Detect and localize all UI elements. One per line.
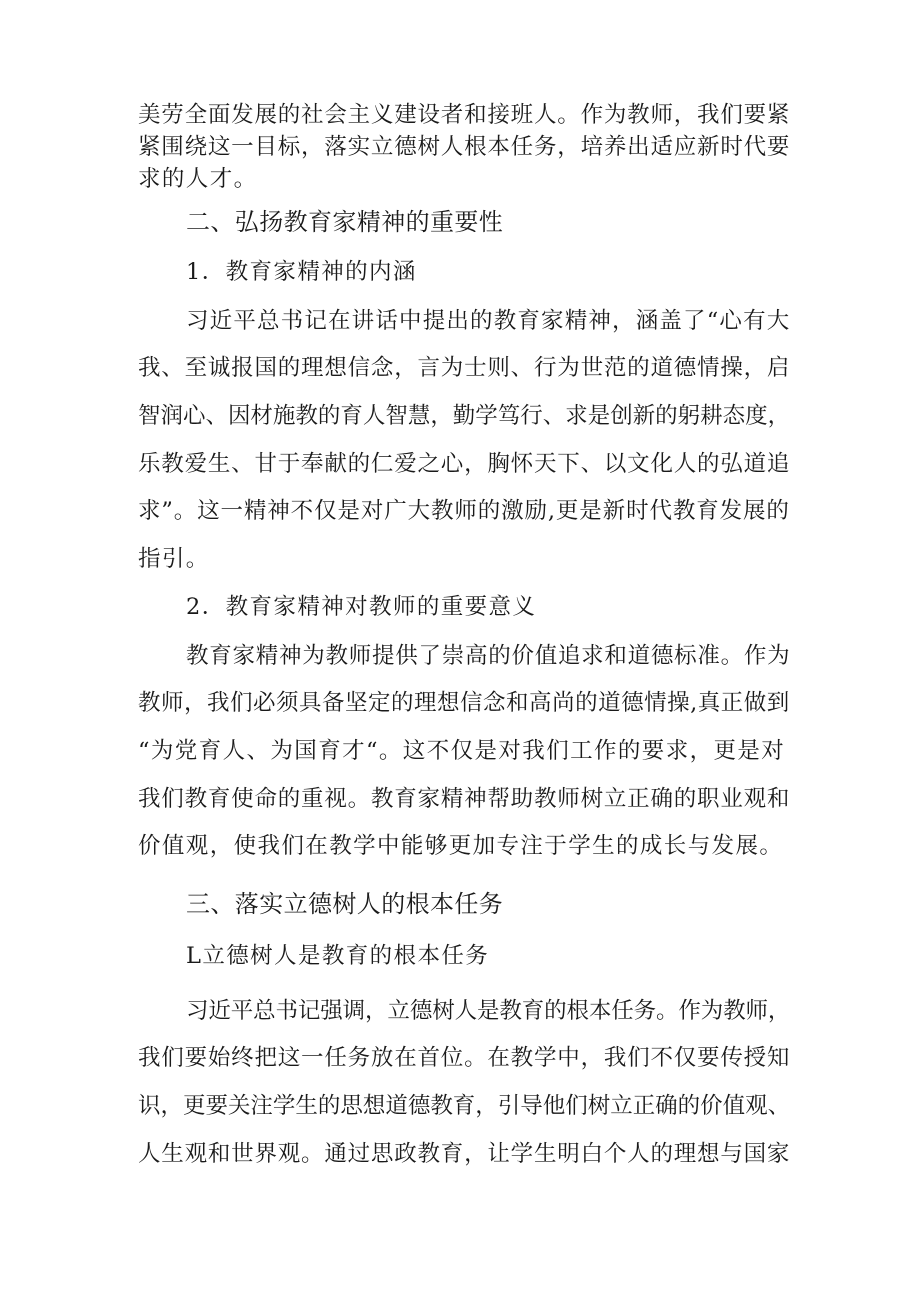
paragraph-1-line-3: 求的人才。 [138, 166, 258, 192]
paragraph-4-line-3: 识，更要关注学生的思想道德教育，引导他们树立正确的价值观、 [138, 1093, 791, 1119]
subheading-3-1: L立德树人是教育的根本任务 [186, 943, 490, 969]
paragraph-4-line-4: 人生观和世界观。通过思政教育，让学生明白个人的理想与国家 [138, 1141, 791, 1167]
paragraph-4-line-2: 我们要始终把这一任务放在首位。在教学中，我们不仅要传授知 [138, 1045, 791, 1071]
paragraph-2-line-6: 指引。 [138, 546, 210, 572]
paragraph-3-line-5: 价值观，使我们在教学中能够更加专注于学生的成长与发展。 [138, 833, 784, 859]
paragraph-2-line-1: 习近平总书记在讲话中提出的教育家精神，涵盖了“心有大 [186, 308, 791, 334]
paragraph-3-line-3: “为党育人、为国育才“。这不仅是对我们工作的要求，更是对 [138, 738, 786, 764]
paragraph-2-line-5: 求”。这一精神不仅是对广大教师的激励,更是新时代教育发展的 [138, 498, 790, 524]
section-heading-3: 三、落实立德树人的根本任务 [186, 890, 504, 918]
paragraph-2-line-3: 智润心、因材施教的育人智慧，勤学笃行、求是创新的躬耕态度， [138, 403, 791, 429]
paragraph-3-line-2: 教师，我们必须具备坚定的理想信念和高尚的道德情操,真正做到 [138, 690, 790, 716]
subheading-2-2: 2．教育家精神对教师的重要意义 [186, 594, 537, 620]
subheading-2-1: 1．教育家精神的内涵 [186, 259, 417, 285]
paragraph-2-line-4: 乐教爱生、甘于奉献的仁爱之心，胸怀天下、以文化人的弘道追 [138, 451, 791, 477]
paragraph-1-line-2: 紧围绕这一目标，落实立德树人根本任务，培养出适应新时代要 [138, 134, 791, 160]
paragraph-3-line-1: 教育家精神为教师提供了崇高的价值追求和道德标准。作为 [186, 643, 791, 669]
paragraph-2-line-2: 我、至诚报国的理想信念，言为士则、行为世范的道德情操，启 [138, 355, 791, 381]
paragraph-1-line-1: 美劳全面发展的社会主义建设者和接班人。作为教师，我们要紧 [138, 102, 791, 128]
paragraph-4-line-1: 习近平总书记强调，立德树人是教育的根本任务。作为教师， [186, 998, 791, 1024]
paragraph-3-line-4: 我们教育使命的重视。教育家精神帮助教师树立正确的职业观和 [138, 786, 791, 812]
section-heading-2: 二、弘扬教育家精神的重要性 [186, 208, 504, 236]
